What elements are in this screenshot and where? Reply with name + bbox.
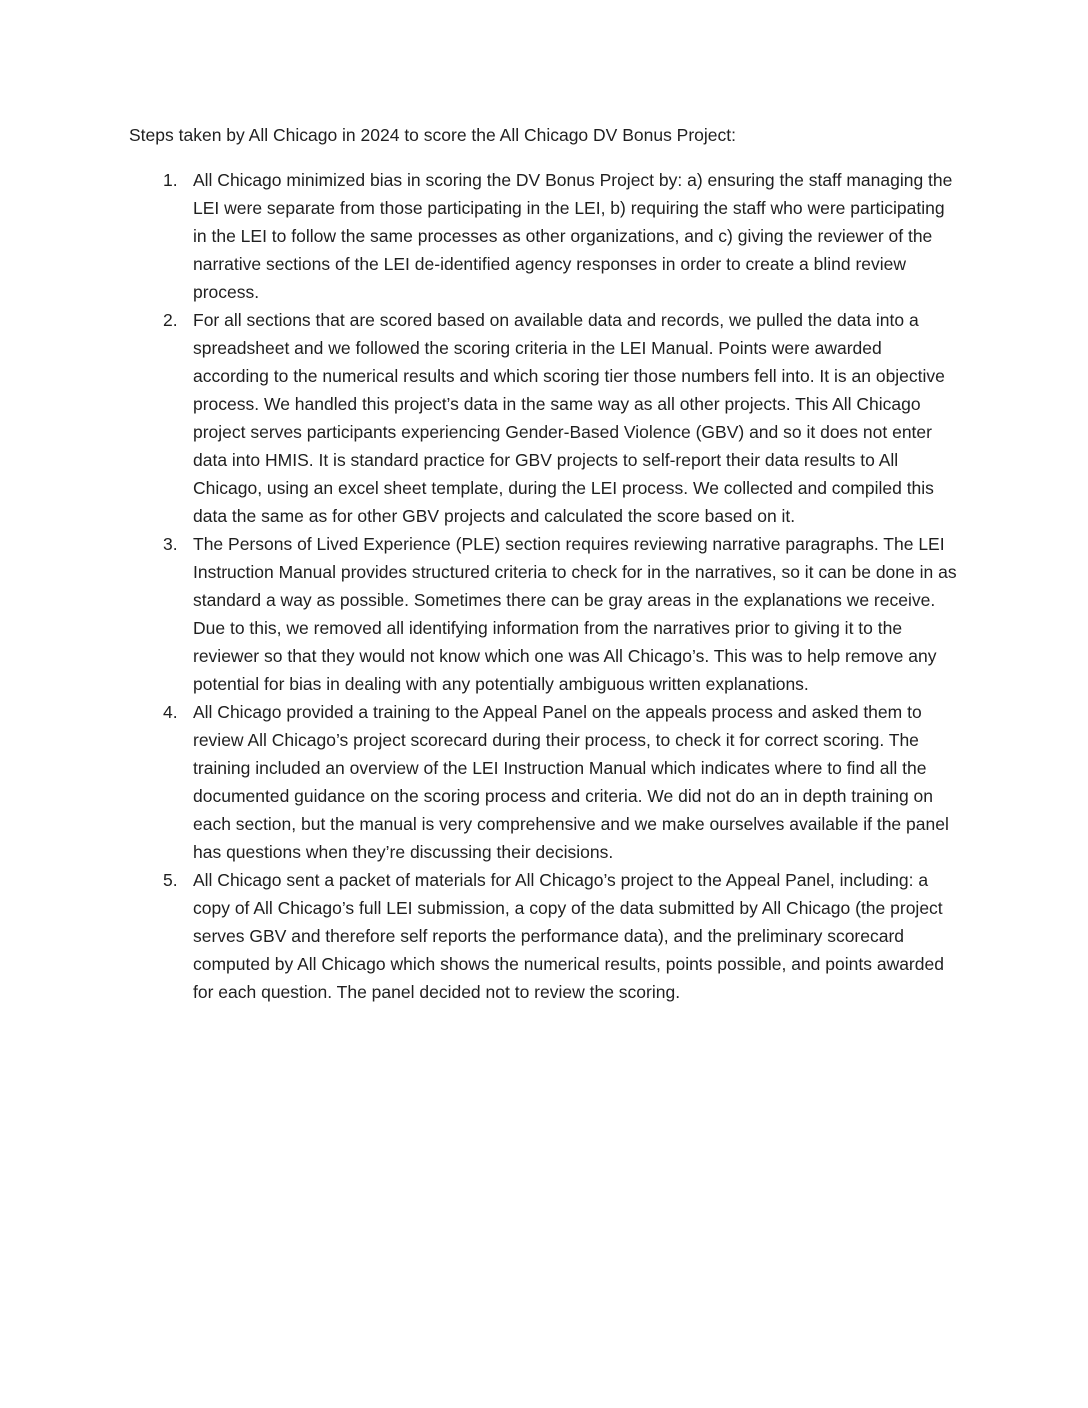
list-item-text: All Chicago provided a training to the Appeal Panel on the appeals process and asked them to review All Chicago’s project scorecard during their process, to check it for correct scoring. The training included an overview of the LEI Instruction Manual which indicates where to find all the documented guidance on the scoring process and criteria. We did not do an in depth training on each section, but the manual is very comprehensive and we make ourselves available if the panel has questions when they’re discussing their decisions.: [193, 702, 949, 862]
list-item-number: 4.: [163, 702, 178, 722]
document-title: Steps taken by All Chicago in 2024 to score the All Chicago DV Bonus Project:: [129, 125, 737, 145]
list-item-number: 5.: [163, 870, 178, 890]
list-item-number: 2.: [163, 310, 178, 330]
list-item: [163, 698, 960, 866]
list-item-text: All Chicago minimized bias in scoring the DV Bonus Project by: a) ensuring the staff managing the LEI were separate from those participating in the LEI, b) requiring the staff who were participating in the LEI to follow the same processes as other organizations, and c) giving the reviewer of the narrative sections of the LEI de-identified agency responses in order to create a blind review process.: [193, 170, 953, 302]
list-item: [163, 530, 960, 698]
list-item: [163, 306, 960, 530]
list-item-number: 1.: [163, 170, 178, 190]
list-item-text: For all sections that are scored based on available data and records, we pulled the data into a spreadsheet and we followed the scoring criteria in the LEI Manual. Points were awarded according to the numerical results and which scoring tier those numbers fell into. It is an objective process. We handled this project’s data in the same way as all other projects. This All Chicago project serves participants experiencing Gender-Based Violence (GBV) and so it does not enter data into HMIS. It is standard practice for GBV projects to self-report their data results to All Chicago, using an excel sheet template, during the LEI process. We collected and compiled this data the same as for other GBV projects and calculated the score based on it.: [193, 310, 945, 526]
list-item: [163, 866, 960, 1006]
numbered-list: [129, 166, 960, 1006]
list-item: [163, 166, 960, 306]
list-item-text: The Persons of Lived Experience (PLE) section requires reviewing narrative paragraphs. The LEI Instruction Manual provides structured criteria to check for in the narratives, so it can be done in as standard a way as possible. Sometimes there can be gray areas in the explanations we receive. Due to this, we removed all identifying information from the narratives prior to giving it to the reviewer so that they would not know which one was All Chicago’s. This was to help remove any potential for bias in dealing with any potentially ambiguous written explanations.: [193, 534, 957, 694]
list-item-number: 3.: [163, 534, 178, 554]
list-item-text: All Chicago sent a packet of materials for All Chicago’s project to the Appeal Panel, including: a copy of All Chicago’s full LEI submission, a copy of the data submitted by All Chicago (the project serves GBV and therefore self reports the performance data), and the preliminary scorecard computed by All Chicago which shows the numerical results, points possible, and points awarded for each question. The panel decided not to review the scoring.: [193, 870, 944, 1002]
